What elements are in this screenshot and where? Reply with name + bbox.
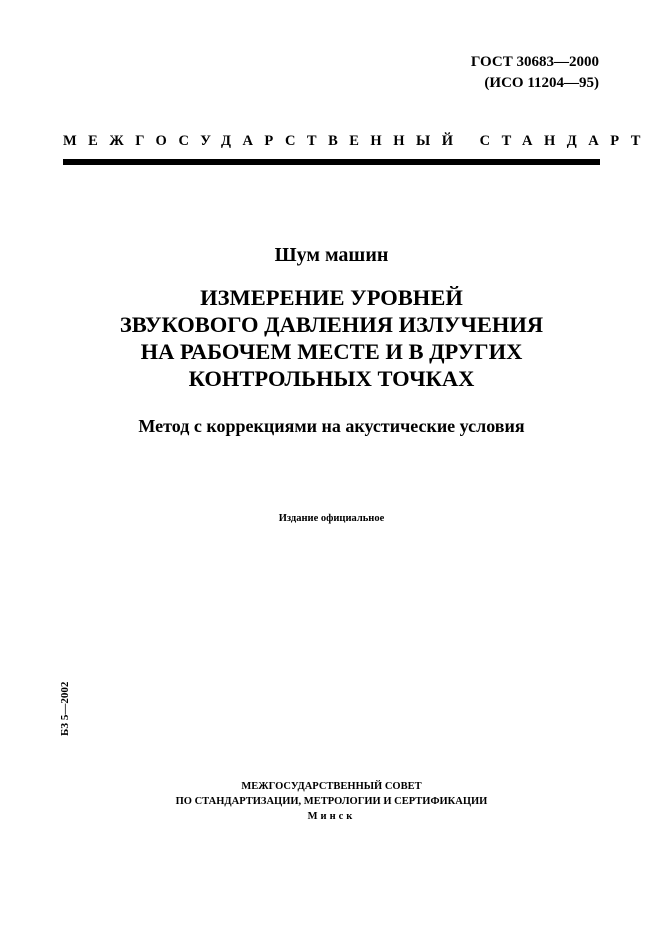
title-line: ИЗМЕРЕНИЕ УРОВНЕЙ — [200, 285, 463, 310]
document-title — [63, 284, 600, 392]
edition-label: Издание официальное — [278, 513, 385, 524]
publisher-block — [63, 779, 600, 824]
method-subtitle: Метод с коррекциями на акустические условия — [138, 416, 525, 436]
side-code: БЗ 5—2002 — [59, 681, 71, 736]
publisher-line: ПО СТАНДАРТИЗАЦИИ, МЕТРОЛОГИИ И СЕРТИФИКАЦИИ — [175, 796, 488, 807]
title-line: КОНТРОЛЬНЫХ ТОЧКАХ — [188, 366, 475, 391]
header-divider — [63, 159, 600, 165]
title-line: НА РАБОЧЕМ МЕСТЕ И В ДРУГИХ — [140, 339, 523, 364]
title-line: ЗВУКОВОГО ДАВЛЕНИЯ ИЗЛУЧЕНИЯ — [119, 312, 544, 337]
standard-code: ГОСТ 30683—2000 — [470, 54, 599, 70]
standard-type-heading: МЕЖГОСУДАРСТВЕННЫЙ СТАНДАРТ — [63, 133, 652, 149]
standard-codes — [471, 52, 599, 94]
publisher-line: МЕЖГОСУДАРСТВЕННЫЙ СОВЕТ — [241, 781, 422, 792]
iso-code: (ИСО 11204—95) — [484, 75, 599, 91]
document-subject: Шум машин — [274, 244, 389, 266]
title-block — [63, 242, 600, 438]
publisher-city: Минск — [307, 811, 356, 822]
